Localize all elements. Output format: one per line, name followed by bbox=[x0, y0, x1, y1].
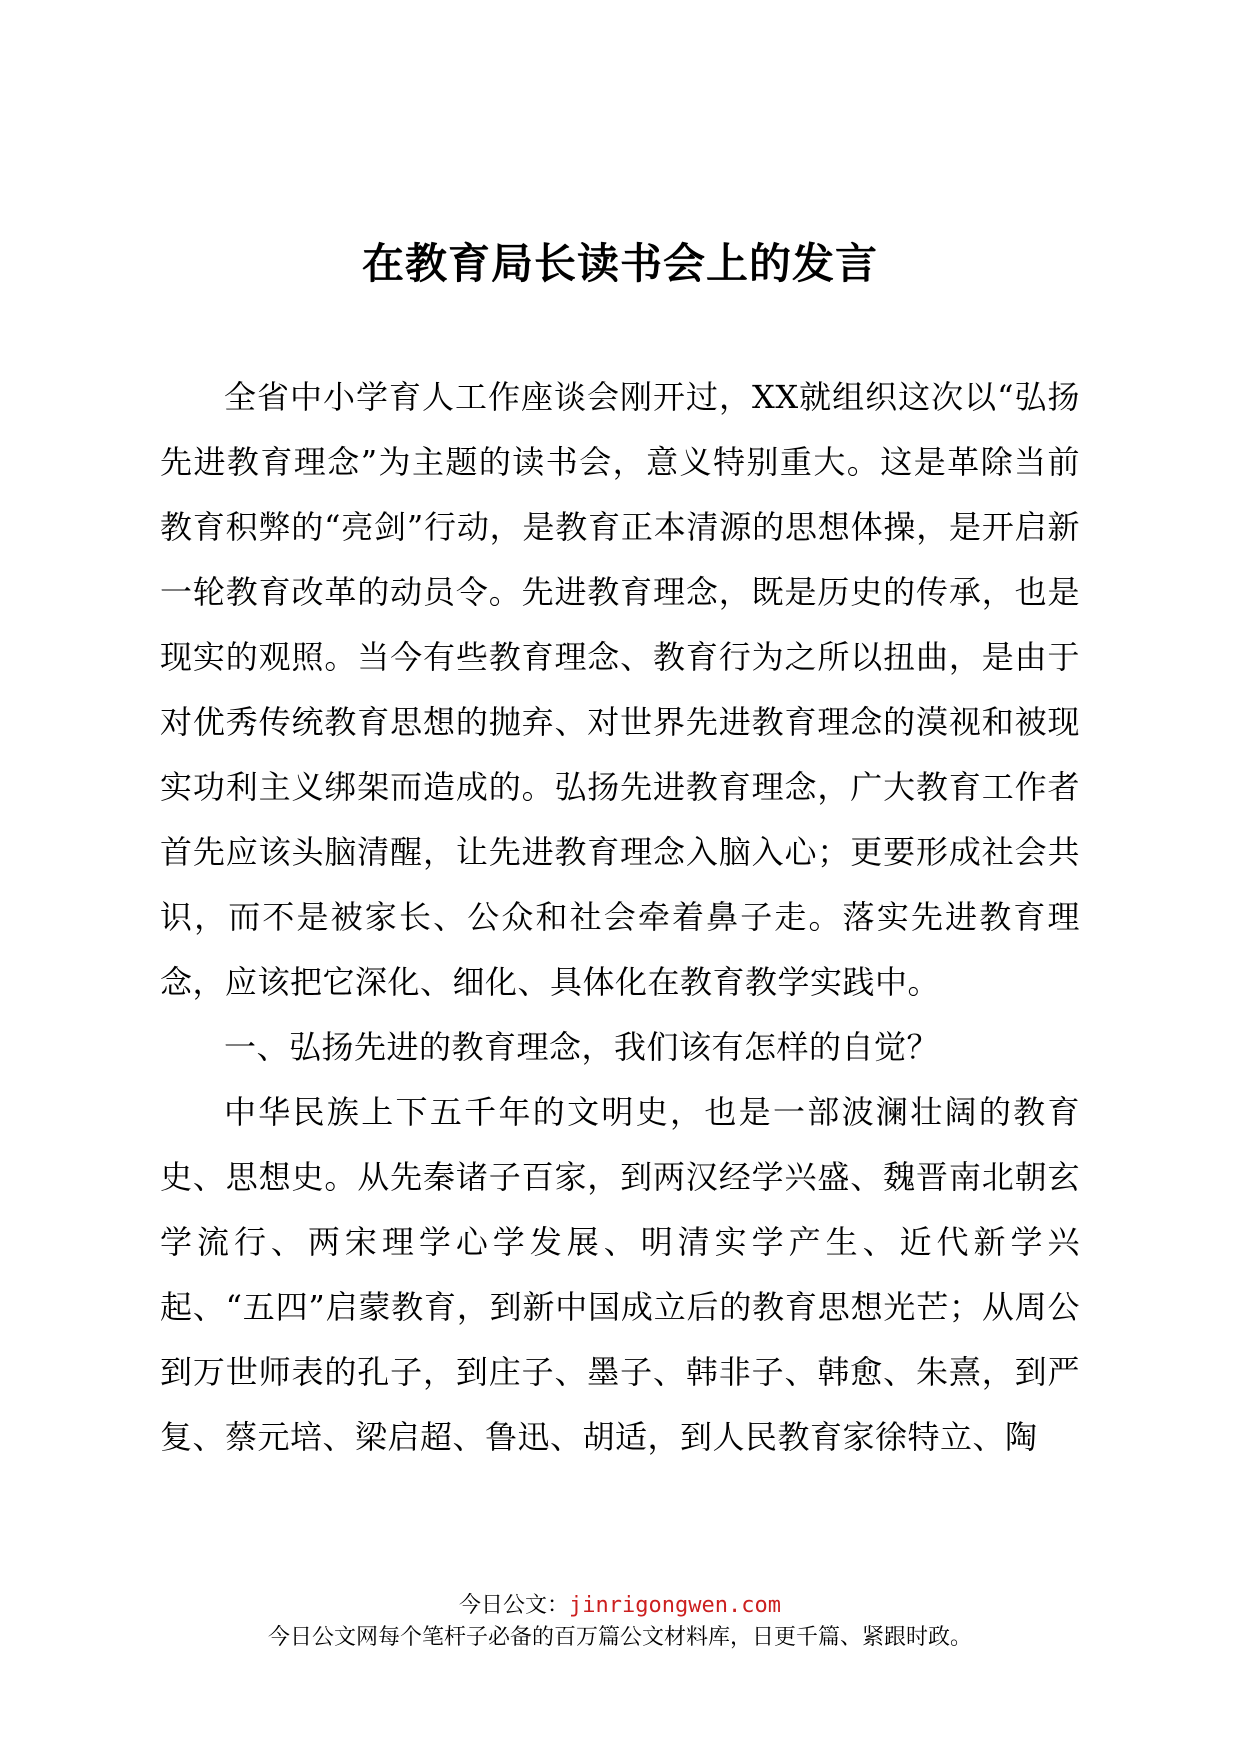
footer-url-link[interactable]: jinrigongwen.com bbox=[569, 1593, 781, 1618]
footer-label: 今日公文： bbox=[459, 1593, 570, 1618]
footer-slogan: 今日公文网每个笔杆子必备的百万篇公文材料库，日更千篇、紧跟时政。 bbox=[267, 1625, 972, 1650]
footer bbox=[0, 1590, 1240, 1654]
paragraph-intro: 全省中小学育人工作座谈会刚开过，XX就组织这次以“弘扬先进教育理念”为主题的读书会，意义特别重大。这是革除当前教育积弊的“亮剑”行动，是教育正本清源的思想体操，是开启新一轮教育改革的动员令。先进教育理念，既是历史的传承，也是现实的观照。当今有些教育理念、教育行为之所以扭曲，是由于对优秀传统教育思想的抛弃、对世界先进教育理念的漠视和被现实功利主义绑架而造成的。弘扬先进教育理念，广大教育工作者首先应该头脑清醒，让先进教育理念入脑入心；更要形成社会共识，而不是被家长、公众和社会牵着鼻子走。落实先进教育理念，应该把它深化、细化、具体化在教育教学实践中。 bbox=[160, 378, 1080, 1001]
paragraph-history: 中华民族上下五千年的文明史，也是一部波澜壮阔的教育史、思想史。从先秦诸子百家，到两汉经学兴盛、魏晋南北朝玄学流行、两宋理学心学发展、明清实学产生、近代新学兴起、“五四”启蒙教育，到新中国成立后的教育思想光芒；从周公到万世师表的孔子，到庄子、墨子、韩非子、韩愈、朱熹，到严复、蔡元培、梁启超、鲁迅、胡适，到人民教育家徐特立、陶 bbox=[160, 1093, 1080, 1456]
document-title: 在教育局长读书会上的发言 bbox=[361, 239, 878, 288]
paragraph-section-heading: 一、弘扬先进的教育理念，我们该有怎样的自觉？ bbox=[224, 1028, 940, 1066]
document-body bbox=[160, 365, 1080, 1470]
footer-source-line bbox=[0, 1590, 1240, 1622]
